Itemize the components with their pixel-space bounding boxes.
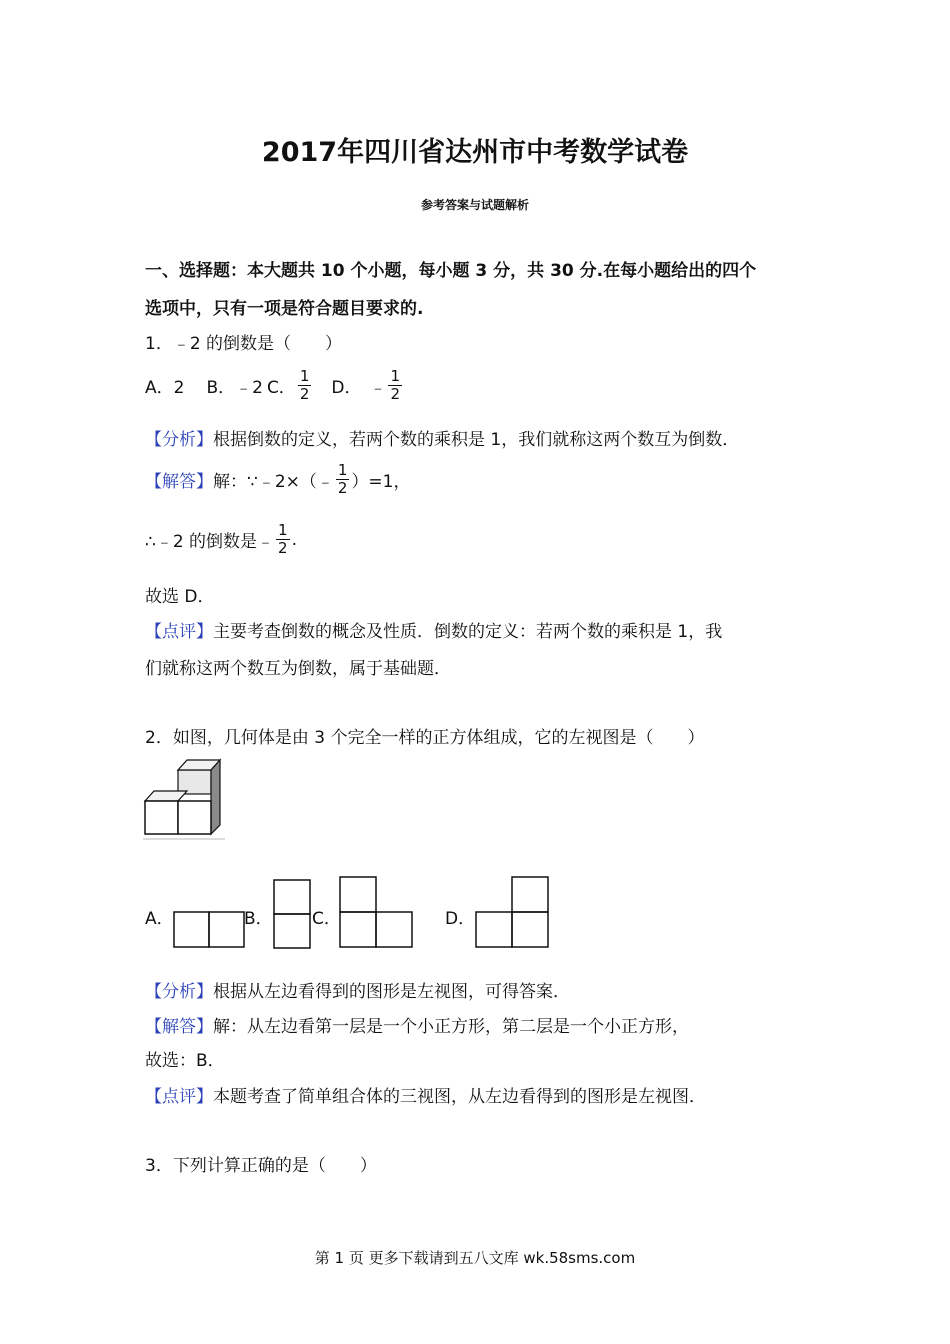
q2-option-c-figure xyxy=(339,876,414,950)
q2-review-text: 本题考查了简单组合体的三视图，从左边看得到的图形是左视图． xyxy=(213,1087,706,1107)
q1-review xyxy=(145,617,722,642)
q2-option-b: B． xyxy=(244,909,273,929)
analysis-tag: 【分析】 xyxy=(145,430,213,450)
q1-review-text-1: 主要考查倒数的概念及性质．倒数的定义：若两个数的乘积是 1，我 xyxy=(213,622,723,642)
page-footer: 第 1 页 更多下载请到五八文库 wk.58sms.com xyxy=(314,1249,636,1267)
q2-solid-figure xyxy=(140,755,230,845)
answer-tag: 【解答】 xyxy=(145,1017,213,1037)
q2-answer-text: 解：从左边看第一层是一个小正方形，第二层是一个小正方形， xyxy=(213,1017,689,1037)
q2-analysis xyxy=(145,977,570,1002)
q1-option-d: D． xyxy=(331,378,362,398)
review-tag: 【点评】 xyxy=(145,1087,213,1107)
q2-analysis-text: 根据从左边看得到的图形是左视图，可得答案． xyxy=(213,982,570,1002)
q2-option-d-figure xyxy=(475,876,550,950)
q2-stem: 2．如图，几何体是由 3 个完全一样的正方体组成，它的左视图是（ ） xyxy=(145,728,705,748)
section-heading-line-1: 一、选择题：本大题共 10 个小题，每小题 3 分，共 30 分.在每小题给出的四个 xyxy=(145,261,757,281)
q1-therefore-text: ∴﹣2 的倒数是﹣ xyxy=(145,532,275,552)
q2-option-a: A． xyxy=(145,909,174,929)
q1-therefore-fraction: $\frac{1}{2}$ xyxy=(278,521,288,557)
q1-choice: 故选 D． xyxy=(145,587,215,607)
q1-answer-fraction: $\frac{1}{2}$ xyxy=(337,461,348,497)
q1-option-d-minus: ﹣ xyxy=(369,378,387,398)
q3-stem: 3．下列计算正确的是（ ） xyxy=(145,1156,377,1176)
page-title: 2017年四川省达州市中考数学试卷 xyxy=(261,137,689,168)
page-subtitle: 参考答案与试题解析 xyxy=(420,198,529,212)
q2-option-d: D． xyxy=(445,909,476,929)
q1-option-a: A．2 xyxy=(145,378,185,398)
q1-options xyxy=(145,368,404,403)
section-heading-line-2: 选项中，只有一项是符合题目要求的. xyxy=(145,299,424,319)
q1-option-c: C． xyxy=(266,378,296,398)
q2-answer xyxy=(145,1012,689,1037)
q1-analysis-text: 根据倒数的定义，若两个数的乘积是 1，我们就称这两个数互为倒数． xyxy=(213,430,740,450)
q1-review-text-2: 们就称这两个数互为倒数，属于基础题． xyxy=(145,659,451,679)
q1-option-c-fraction: $\frac{1}{2}$ xyxy=(299,367,310,403)
q1-option-b: B．﹣2 xyxy=(206,378,263,398)
q1-answer-pre: 解：∵﹣2×（ xyxy=(213,472,317,492)
q1-therefore xyxy=(145,522,297,557)
q1-analysis xyxy=(145,425,739,450)
q1-answer xyxy=(145,462,411,497)
q1-stem: 1．﹣2 的倒数是（ ） xyxy=(145,334,343,354)
q2-option-a-figure xyxy=(173,911,245,949)
q2-review xyxy=(145,1082,706,1107)
q2-option-b-figure xyxy=(273,879,313,951)
q2-option-c: C． xyxy=(312,909,341,929)
q2-choice: 故选：B． xyxy=(145,1051,225,1071)
q1-option-d-fraction: $\frac{1}{2}$ xyxy=(390,367,400,403)
review-tag: 【点评】 xyxy=(145,622,213,642)
q1-answer-minus: ﹣ xyxy=(316,472,334,492)
answer-tag: 【解答】 xyxy=(145,472,213,492)
q1-answer-post: ）=1， xyxy=(351,472,411,492)
q1-therefore-period: . xyxy=(291,529,297,550)
analysis-tag: 【分析】 xyxy=(145,982,213,1002)
